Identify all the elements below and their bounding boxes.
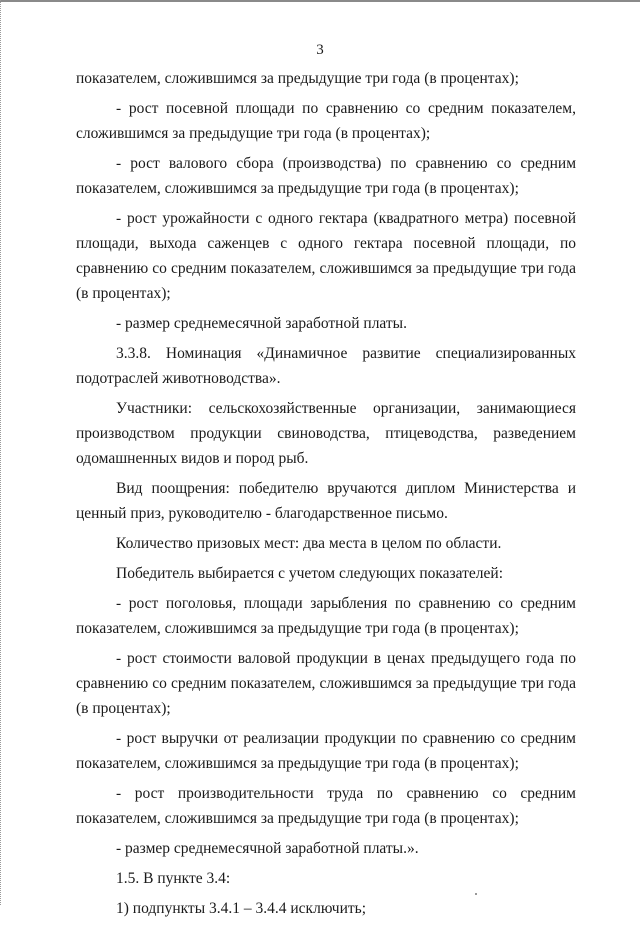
clause-1-5: 1.5. В пункте 3.4: bbox=[116, 870, 231, 887]
scan-left-edge bbox=[0, 0, 3, 905]
scan-top-edge bbox=[0, 0, 640, 2]
criterion-salary-final: - размер среднемесячной заработной платы.». bbox=[116, 840, 419, 857]
page-number: 3 bbox=[316, 42, 324, 58]
criteria-intro: Победитель выбирается с учетом следующих показателей: bbox=[116, 565, 504, 582]
subclause-1: 1) подпункты 3.4.1 – 3.4.4 исключить; bbox=[116, 900, 367, 917]
scan-speck bbox=[475, 893, 477, 895]
paragraph-continuation: показателем, сложившимся за предыдущие три года (в процентах); bbox=[76, 70, 519, 87]
criterion-gross-harvest: - рост валового сбора (производства) по сравнению со средним показателем, сложившимся за предыдущие три года (в процентах); bbox=[76, 155, 576, 197]
prize-places-paragraph: Количество призовых мест: два места в целом по области. bbox=[116, 535, 502, 552]
criterion-livestock: - рост поголовья, площади зарыбления по сравнению со средним показателем, сложившимся за предыдущие три года (в процентах); bbox=[76, 595, 576, 637]
criterion-salary: - размер среднемесячной заработной платы. bbox=[116, 315, 407, 332]
participants-paragraph: Участники: сельскохозяйственные организации, занимающиеся производством продукции свиноводства, птицеводства, разведением одомашненных видов и пород рыб. bbox=[76, 400, 576, 467]
document-body bbox=[76, 66, 576, 926]
criterion-revenue: - рост выручки от реализации продукции по сравнению со средним показателем, сложившимся за предыдущие три года (в процентах); bbox=[76, 730, 576, 772]
criterion-yield: - рост урожайности с одного гектара (квадратного метра) посевной площади, выхода саженцев с одного гектара посевной площади, по сравнению со средним показателем, сложившимся за предыдущие три года (в процентах); bbox=[76, 210, 576, 302]
criterion-gross-output: - рост стоимости валовой продукции в ценах предыдущего года по сравнению со средним показателем, сложившимся за предыдущие три года (в процентах); bbox=[76, 650, 576, 717]
criterion-productivity: - рост производительности труда по сравнению со средним показателем, сложившимся за предыдущие три года (в процентах); bbox=[76, 785, 576, 827]
nomination-heading: 3.3.8. Номинация «Динамичное развитие специализированных подотраслей животноводства». bbox=[76, 345, 576, 387]
reward-paragraph: Вид поощрения: победителю вручаются диплом Министерства и ценный приз, руководителю - благодарственное письмо. bbox=[76, 480, 576, 522]
criterion-sown-area: - рост посевной площади по сравнению со средним показателем, сложившимся за предыдущие три года (в процентах); bbox=[76, 100, 576, 142]
